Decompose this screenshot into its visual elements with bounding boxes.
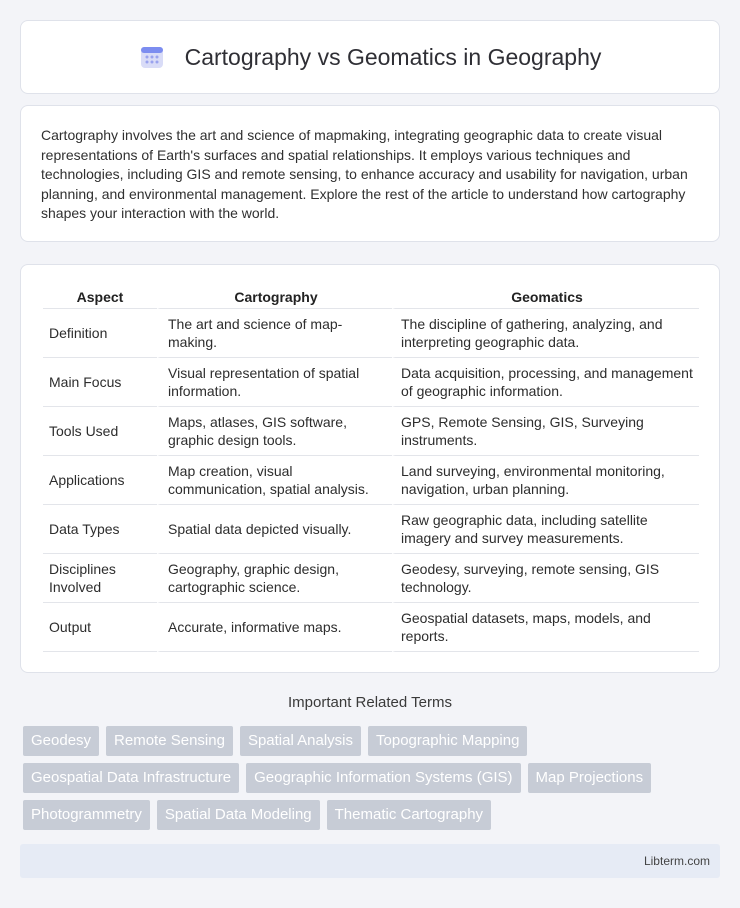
related-terms-title: Important Related Terms bbox=[288, 694, 452, 711]
cell-cartography: Accurate, informative maps. bbox=[157, 603, 392, 652]
cell-cartography: Maps, atlases, GIS software, graphic design tools. bbox=[157, 407, 392, 456]
related-term-tag[interactable]: Spatial Analysis bbox=[240, 726, 361, 756]
header-card bbox=[20, 20, 720, 94]
cell-cartography: Map creation, visual communication, spatial analysis. bbox=[157, 456, 392, 505]
related-term-tag[interactable]: Remote Sensing bbox=[106, 726, 233, 756]
cell-aspect: Applications bbox=[43, 456, 157, 505]
table-row bbox=[43, 603, 699, 652]
calendar-icon bbox=[139, 44, 165, 70]
cell-geomatics: Raw geographic data, including satellite imagery and survey measurements. bbox=[392, 505, 699, 554]
cell-geomatics: Geospatial datasets, maps, models, and reports. bbox=[392, 603, 699, 652]
cell-aspect: Output bbox=[43, 603, 157, 652]
table-row bbox=[43, 456, 699, 505]
related-term-tag[interactable]: Topographic Mapping bbox=[368, 726, 527, 756]
header-cartography: Cartography bbox=[157, 287, 392, 309]
footer-site[interactable]: Libterm.com bbox=[643, 854, 710, 868]
tag-row bbox=[23, 726, 723, 756]
page-title: Cartography vs Geomatics in Geography bbox=[184, 43, 602, 70]
cell-cartography: Visual representation of spatial information. bbox=[157, 358, 392, 407]
related-term-tag[interactable]: Geodesy bbox=[23, 726, 99, 756]
related-term-tag[interactable]: Geospatial Data Infrastructure bbox=[23, 763, 239, 793]
cell-aspect: Tools Used bbox=[43, 407, 157, 456]
comparison-table bbox=[43, 287, 699, 652]
cell-aspect: Disciplines Involved bbox=[43, 554, 157, 603]
tag-row bbox=[23, 800, 723, 830]
cell-cartography: The art and science of map-making. bbox=[157, 309, 392, 358]
table-row bbox=[43, 358, 699, 407]
intro-card bbox=[20, 105, 720, 242]
cell-geomatics: Data acquisition, processing, and management of geographic information. bbox=[392, 358, 699, 407]
table-header-row bbox=[43, 287, 699, 309]
table-row bbox=[43, 554, 699, 603]
related-term-tag[interactable]: Geographic Information Systems (GIS) bbox=[246, 763, 520, 793]
related-term-tag[interactable]: Map Projections bbox=[528, 763, 652, 793]
footer bbox=[20, 844, 720, 878]
comparison-card bbox=[20, 264, 720, 673]
header-aspect: Aspect bbox=[43, 287, 157, 309]
table-row bbox=[43, 407, 699, 456]
cell-geomatics: Land surveying, environmental monitoring, navigation, urban planning. bbox=[392, 456, 699, 505]
cell-aspect: Data Types bbox=[43, 505, 157, 554]
table-row bbox=[43, 309, 699, 358]
cell-geomatics: Geodesy, surveying, remote sensing, GIS technology. bbox=[392, 554, 699, 603]
cell-aspect: Main Focus bbox=[43, 358, 157, 407]
cell-aspect: Definition bbox=[43, 309, 157, 358]
related-term-tag[interactable]: Thematic Cartography bbox=[327, 800, 491, 830]
related-terms-list bbox=[23, 726, 723, 837]
cell-geomatics: GPS, Remote Sensing, GIS, Surveying instruments. bbox=[392, 407, 699, 456]
intro-text: Cartography involves the art and science of mapmaking, integrating geographic data to create visual representations of Earth's surfaces and spatial relationships. It employs various techniques and technologies, including GIS and remote sensing, to enhance accuracy and usability for navigation, urban planning, and environmental management. Explore the rest of the article to understand how cartography shapes your interaction with the world. bbox=[41, 127, 688, 221]
related-term-tag[interactable]: Photogrammetry bbox=[23, 800, 150, 830]
cell-geomatics: The discipline of gathering, analyzing, and interpreting geographic data. bbox=[392, 309, 699, 358]
tag-row bbox=[23, 763, 723, 793]
cell-cartography: Spatial data depicted visually. bbox=[157, 505, 392, 554]
cell-cartography: Geography, graphic design, cartographic science. bbox=[157, 554, 392, 603]
header-geomatics: Geomatics bbox=[392, 287, 699, 309]
table-row bbox=[43, 505, 699, 554]
related-term-tag[interactable]: Spatial Data Modeling bbox=[157, 800, 320, 830]
